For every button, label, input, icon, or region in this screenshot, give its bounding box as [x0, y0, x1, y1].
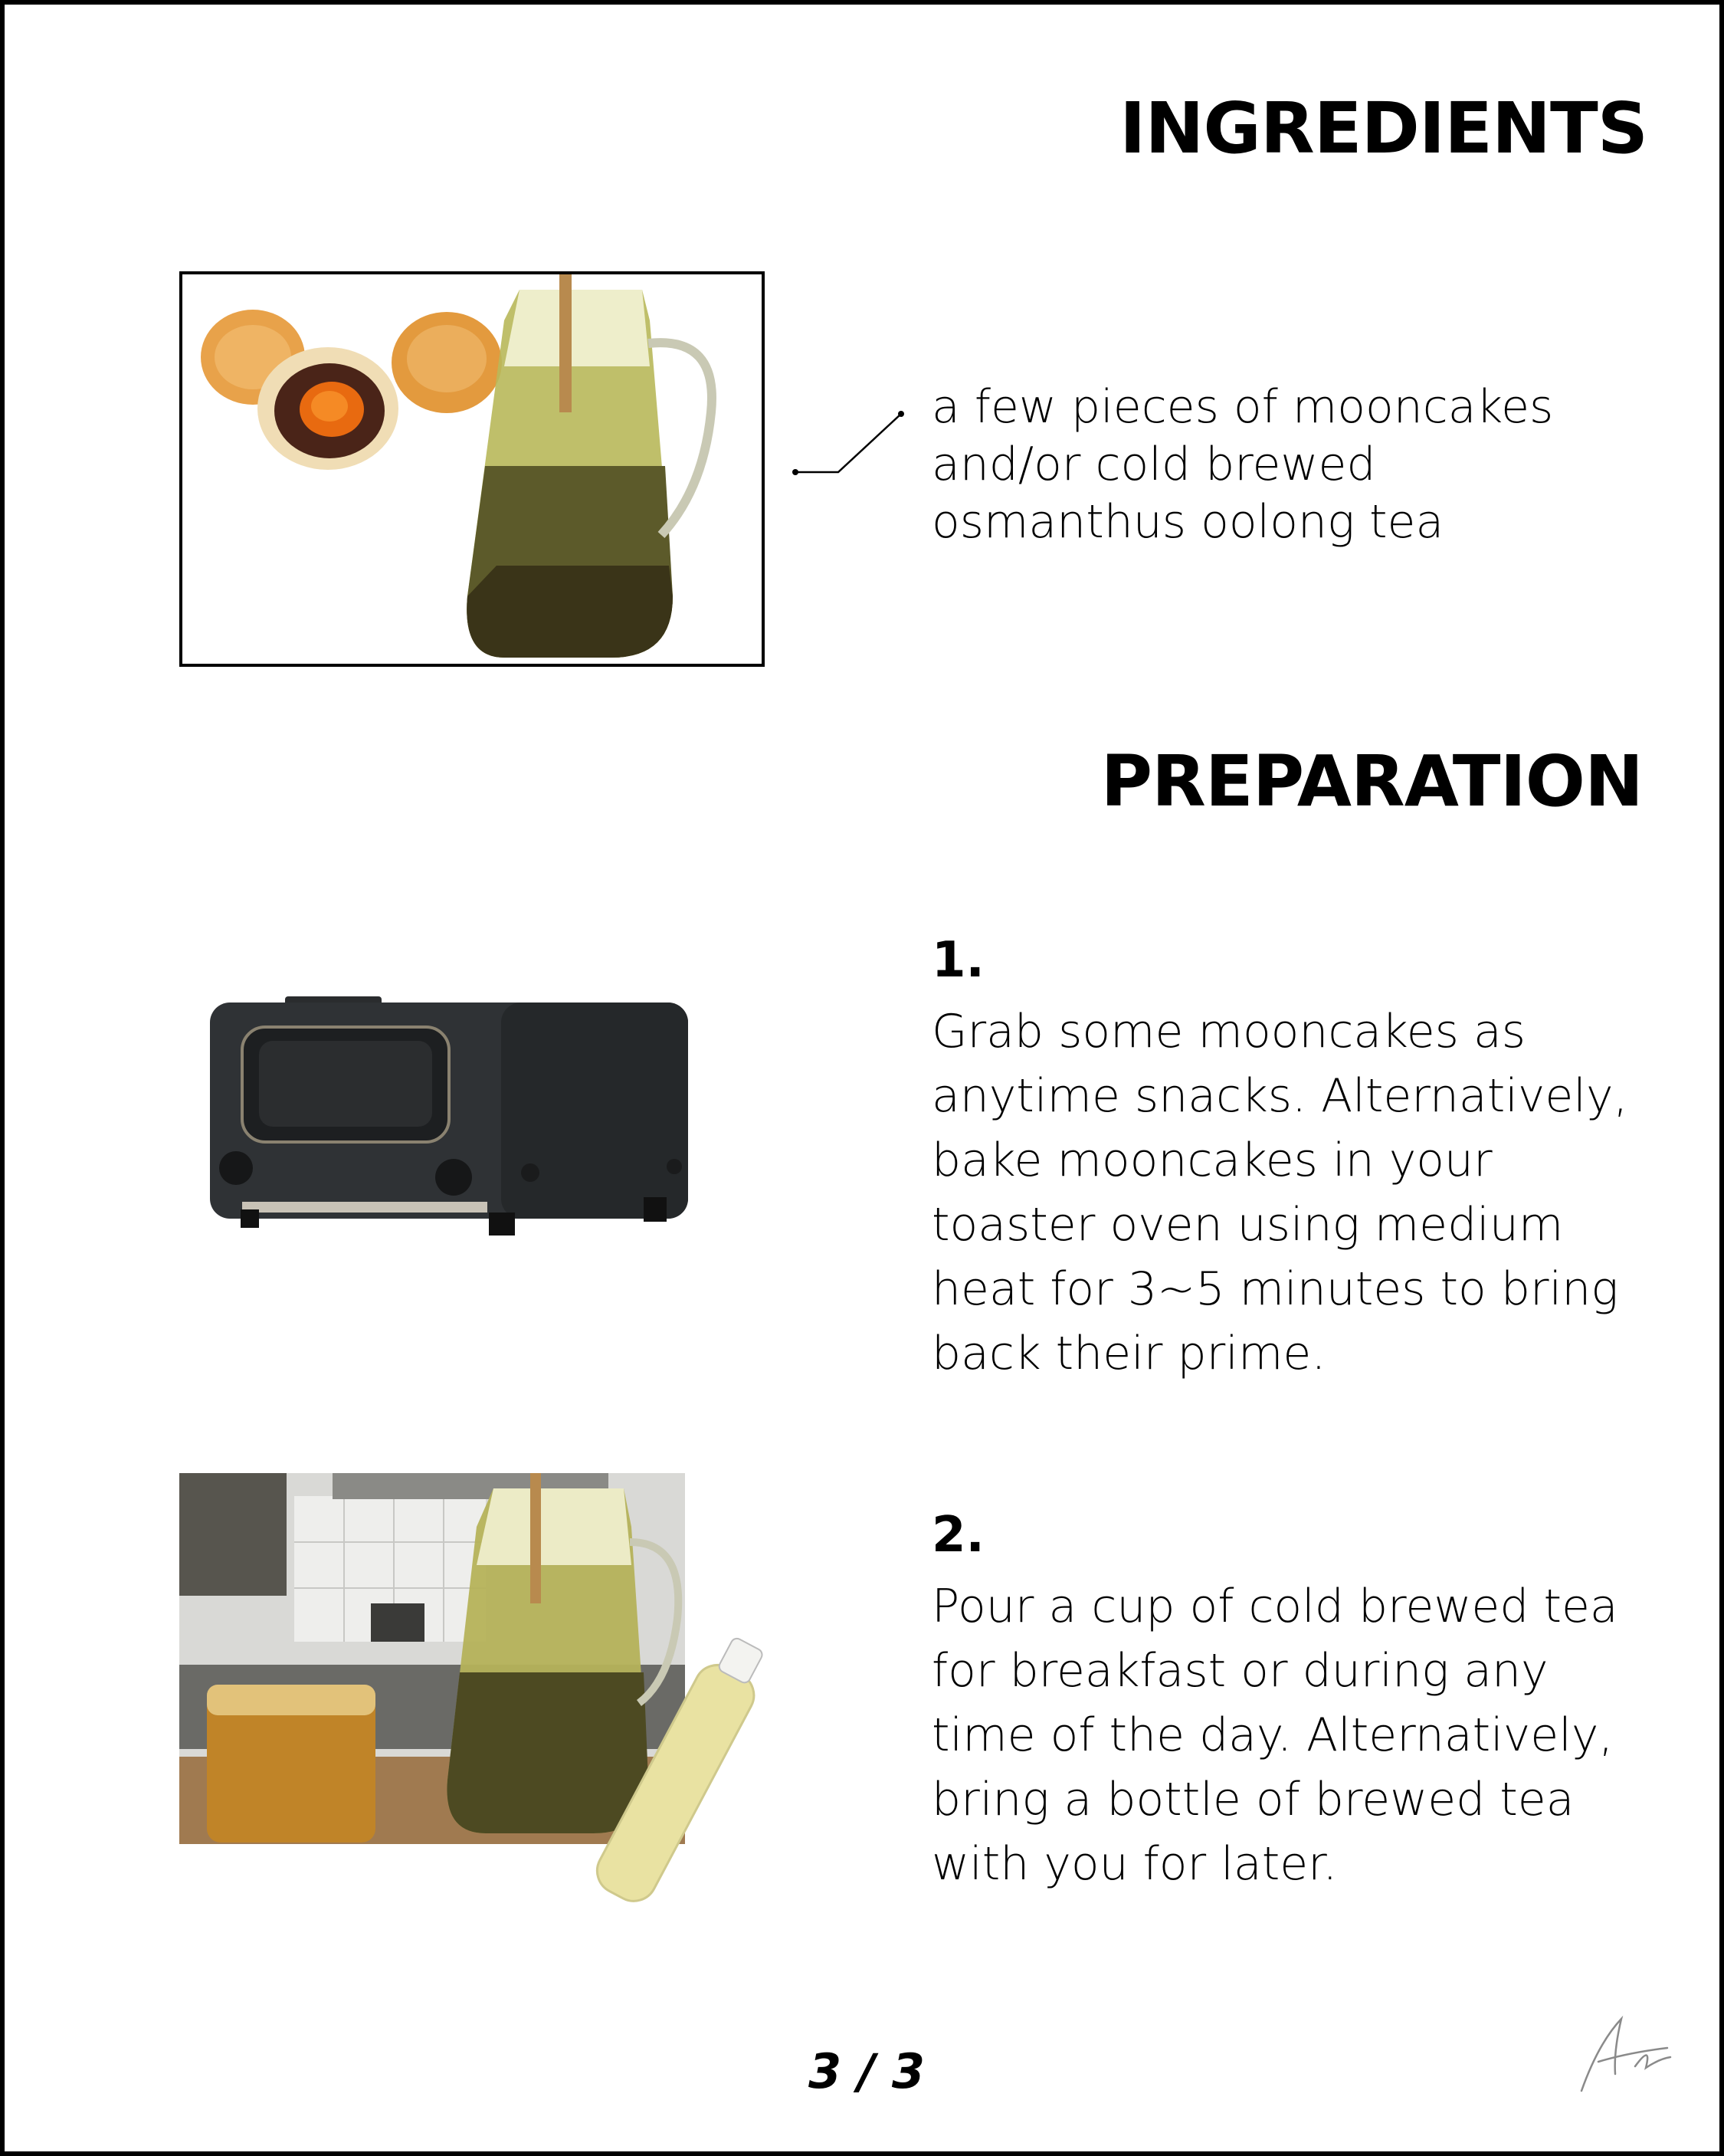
- step-2-number: 2.: [932, 1507, 985, 1564]
- ingredients-text: a few pieces of mooncakes and/or cold brewed osmanthus oolong tea: [932, 380, 1554, 549]
- step-1-text: Grab some mooncakes as anytime snacks. Alternatively, bake mooncakes in your toaster oven using medium heat for 3~5 minutes to bring back their prime.: [932, 1005, 1628, 1380]
- ingredients-heading: INGREDIENTS: [1119, 87, 1647, 169]
- page-number: 3 / 3: [808, 2043, 926, 2099]
- kitchen-tea-photo: [179, 1473, 777, 1933]
- connector-line: [786, 403, 909, 480]
- mooncakes-and-tea-photo: [179, 271, 765, 667]
- preparation-heading: PREPARATION: [1100, 740, 1643, 822]
- toaster-oven-photo: [205, 980, 693, 1249]
- step-1-number: 1.: [932, 932, 985, 989]
- signature-icon: [1575, 2013, 1675, 2097]
- step-2-text: Pour a cup of cold brewed tea for breakfast or during any time of the day. Alternatively, bring a bottle of brewed tea with you for later.: [932, 1580, 1618, 1891]
